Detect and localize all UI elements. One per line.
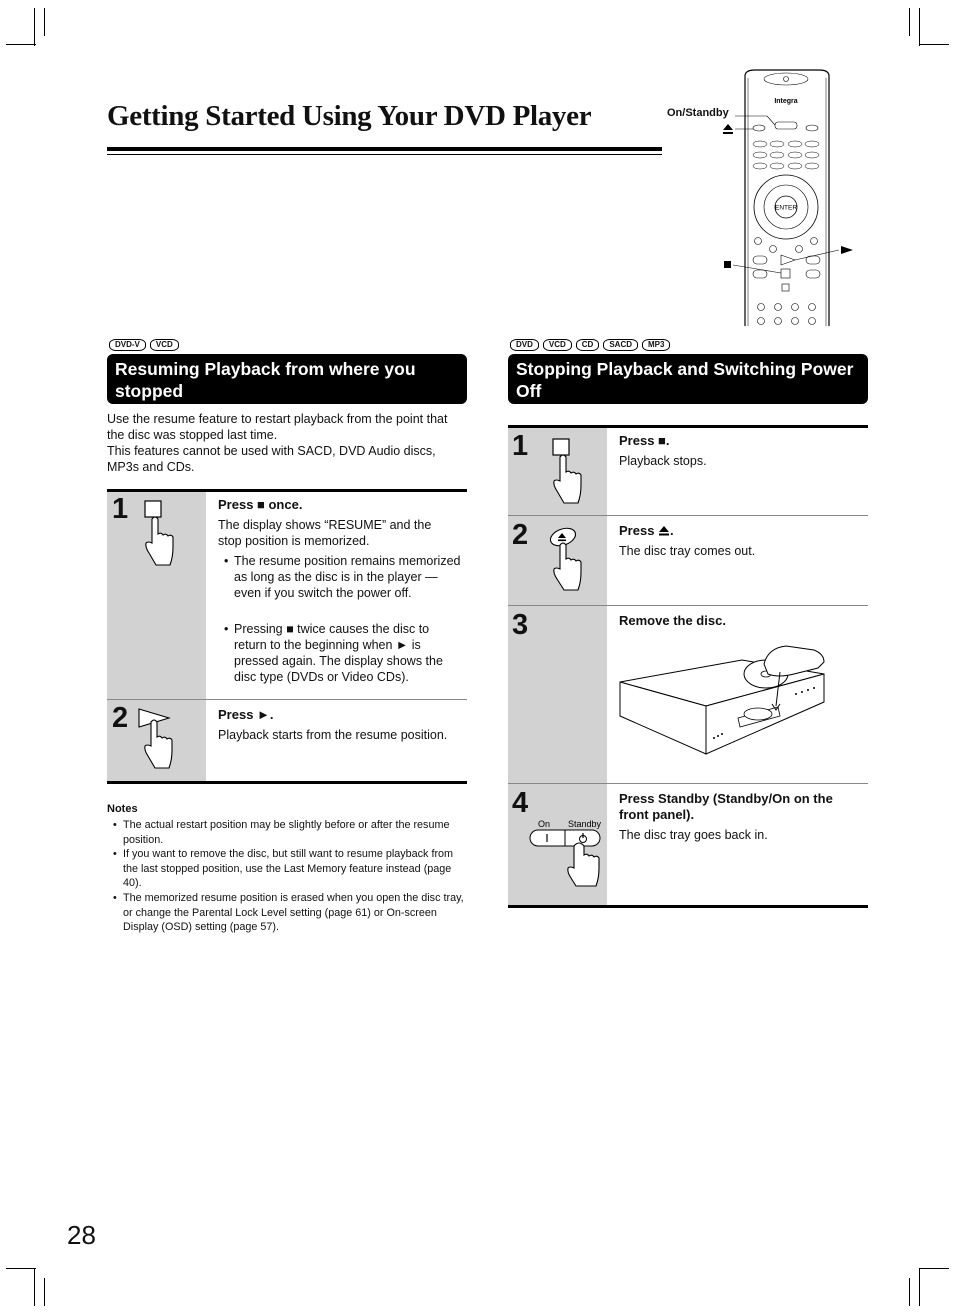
step-text: Playback stops.: [619, 454, 707, 468]
left-section-heading: Resuming Playback from where you stopped: [107, 354, 467, 404]
note-item: • The memorized resume position is erased when you open the disc tray, or change the Parental Lock Level setting (page 61) or On-screen Display (OSD) setting (page 57).: [113, 892, 464, 933]
step-bullet: • The resume position remains memorized as long as the disc is in the player — even if you switch the power off.: [224, 554, 461, 600]
disc-badge: MP3: [642, 339, 670, 351]
standby-button-hand-icon: [528, 816, 602, 888]
crop-mark: [6, 44, 36, 45]
step-text: Playback starts from the resume position.: [218, 728, 448, 742]
remote-brand: Integra: [774, 98, 798, 105]
step-number: 1: [512, 430, 529, 462]
crop-mark: [919, 1268, 920, 1306]
crop-mark: [909, 1278, 910, 1306]
crop-mark: [919, 44, 949, 45]
disc-badge: VCD: [150, 339, 179, 351]
stop-button-hand-icon: [140, 497, 178, 569]
notes-heading: Notes: [107, 803, 138, 815]
right-section-heading: Stopping Playback and Switching Power Off: [508, 354, 868, 404]
step-number: 4: [512, 787, 529, 819]
right-disc-badges: [510, 339, 670, 351]
crop-mark: [919, 1268, 949, 1269]
step-heading: Remove the disc.: [619, 613, 726, 628]
intro-paragraph: This features cannot be used with SACD, DVD Audio discs, MP3s and CDs.: [107, 444, 436, 474]
step-number: 3: [512, 609, 529, 641]
step-bullet: • Pressing ■ twice causes the disc to return to the beginning when ► is pressed again. The display shows the disc type (DVDs or Video CDs).: [224, 622, 443, 684]
step-text: The display shows “RESUME” and the stop position is memorized.: [218, 518, 432, 548]
step-number: 1: [112, 493, 129, 525]
step-heading: Press Standby (Standby/On on the front panel).: [619, 791, 833, 822]
step-heading: Press ►.: [218, 707, 274, 722]
left-disc-badges: [109, 339, 179, 351]
step-heading: Press .: [619, 523, 674, 538]
intro-paragraph: Use the resume feature to restart playback from the point that the disc was stopped last time.: [107, 412, 448, 442]
remote-control-illustration: [715, 66, 865, 328]
crop-mark: [34, 8, 35, 46]
standby-label: Standby: [568, 819, 602, 829]
title-rule: [107, 147, 662, 151]
title-rule-thin: [107, 154, 662, 155]
crop-mark: [919, 8, 920, 46]
on-label: On: [538, 819, 551, 829]
step-heading: Press ■.: [619, 433, 670, 448]
step-number: 2: [112, 702, 129, 734]
step-rule-bottom: [107, 781, 467, 784]
crop-mark: [44, 8, 45, 36]
page-number: 28: [67, 1220, 96, 1250]
step-divider: [508, 605, 868, 606]
step-rule-bottom: [508, 905, 868, 908]
crop-mark: [44, 1278, 45, 1306]
open-close-button-hand-icon: [546, 525, 586, 593]
step-divider: [107, 699, 467, 700]
disc-badge: VCD: [543, 339, 572, 351]
step-number: 2: [512, 519, 529, 551]
dvd-player-remove-disc-illustration: [618, 634, 830, 760]
crop-mark: [909, 8, 910, 36]
note-item: • If you want to remove the disc, but still want to resume playback from the last stopped position, use the Last Memory feature instead (page 40).: [113, 848, 454, 889]
stop-button-hand-icon: [548, 435, 586, 507]
disc-badge: DVD: [510, 339, 539, 351]
disc-badge: DVD-V: [109, 339, 146, 351]
note-item: • The actual restart position may be slightly before or after the resume position.: [113, 819, 450, 846]
play-button-hand-icon: [136, 706, 180, 772]
step-divider: [508, 783, 868, 784]
step-heading: Press ■ once.: [218, 497, 303, 512]
crop-mark: [34, 1268, 35, 1306]
step-text: The disc tray comes out.: [619, 544, 756, 558]
crop-mark: [6, 1268, 36, 1269]
on-standby-callout: On/Standby: [667, 107, 729, 119]
step-divider: [508, 515, 868, 516]
disc-badge: SACD: [603, 339, 638, 351]
eject-icon: [658, 524, 670, 540]
left-intro: [107, 411, 467, 475]
step-text: The disc tray goes back in.: [619, 828, 768, 842]
disc-badge: CD: [576, 339, 600, 351]
enter-label: ENTER: [774, 204, 798, 212]
page-title: Getting Started Using Your DVD Player: [107, 100, 592, 132]
